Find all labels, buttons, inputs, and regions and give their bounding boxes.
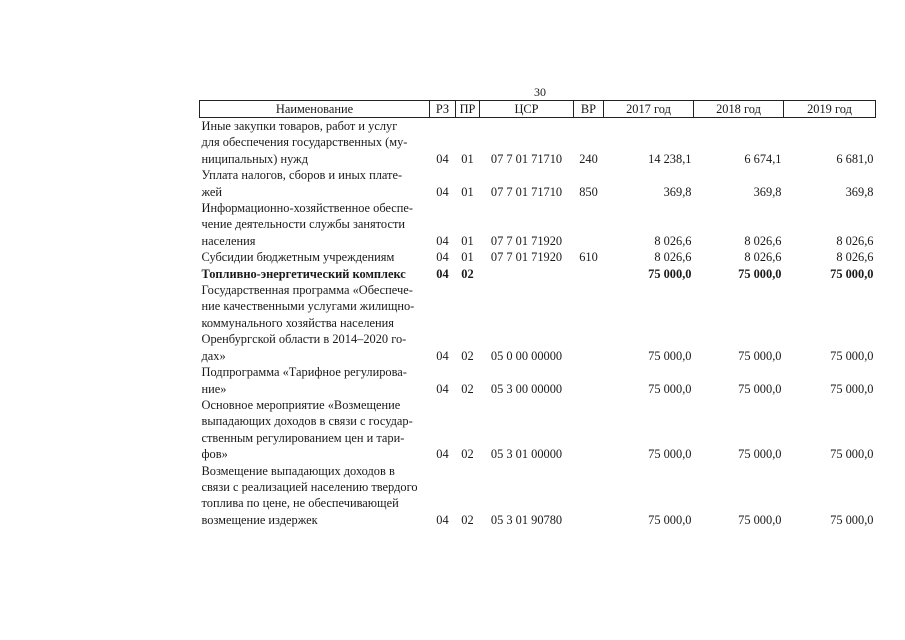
row-vr <box>574 463 604 529</box>
row-pr: 02 <box>461 266 474 281</box>
row-2017: 369,8 <box>663 184 692 199</box>
table-header-row <box>200 101 876 118</box>
row-name-line: ственным регулированием цен и тари- <box>201 430 405 445</box>
row-name <box>200 118 430 168</box>
row-csr: 05 3 01 90780 <box>490 512 563 527</box>
row-rz: 04 <box>436 233 449 248</box>
row-name-line: топлива по цене, не обеспечивающей <box>201 496 399 511</box>
row-vr: 850 <box>579 184 598 199</box>
row-2017: 8 026,6 <box>654 250 692 265</box>
table-row <box>200 364 876 397</box>
header-vr: ВР <box>574 101 604 118</box>
row-name <box>200 167 430 200</box>
row-name <box>200 463 430 529</box>
row-name-line: дах» <box>201 348 226 363</box>
row-pr: 01 <box>461 250 474 265</box>
row-name-line: связи с реализацией населению твердого <box>201 479 418 494</box>
row-pr: 01 <box>461 151 474 166</box>
row-csr: 07 7 01 71710 <box>490 184 563 199</box>
header-csr: ЦСР <box>480 101 574 118</box>
row-vr <box>574 266 604 282</box>
row-rz: 04 <box>436 266 449 281</box>
row-name-line: фов» <box>201 447 228 462</box>
row-pr: 02 <box>461 348 474 363</box>
row-2018: 6 674,1 <box>744 151 782 166</box>
row-name <box>200 397 430 463</box>
row-pr: 02 <box>461 381 474 396</box>
row-2018: 8 026,6 <box>744 233 782 248</box>
row-pr: 01 <box>461 233 474 248</box>
row-2018: 75 000,0 <box>738 348 782 363</box>
row-2018: 75 000,0 <box>738 266 782 281</box>
table-row <box>200 397 876 463</box>
row-name-line: Информационно-хозяйственное обеспе- <box>201 201 414 216</box>
table-row <box>200 266 876 282</box>
row-name-line: Субсидии бюджетным учреждениям <box>201 250 395 265</box>
row-pr: 02 <box>461 512 474 527</box>
row-name-line: Топливно-энергетический комплекс <box>201 266 406 281</box>
row-name-line: ниципальных) нужд <box>201 151 309 166</box>
row-name-line: Государственная программа «Обеспече- <box>201 283 413 298</box>
row-2017: 75 000,0 <box>648 381 692 396</box>
row-2019: 75 000,0 <box>830 447 874 462</box>
row-2018: 8 026,6 <box>744 250 782 265</box>
row-name-line: возмещение издержек <box>201 512 318 527</box>
page-number: 30 <box>534 85 546 99</box>
header-2017: 2017 год <box>604 101 694 118</box>
row-rz: 04 <box>436 184 449 199</box>
row-vr <box>574 200 604 249</box>
row-2019: 6 681,0 <box>836 151 874 166</box>
row-vr <box>574 397 604 463</box>
row-rz: 04 <box>436 151 449 166</box>
row-2018: 75 000,0 <box>738 447 782 462</box>
table-row <box>200 200 876 249</box>
row-2018: 369,8 <box>753 184 782 199</box>
table-row <box>200 463 876 529</box>
row-csr: 07 7 01 71920 <box>490 233 563 248</box>
row-2019: 369,8 <box>845 184 874 199</box>
budget-table <box>199 100 876 528</box>
row-rz: 04 <box>436 447 449 462</box>
header-2018: 2018 год <box>694 101 784 118</box>
row-rz: 04 <box>436 381 449 396</box>
row-name-line: ние качественными услугами жилищно- <box>201 299 415 314</box>
row-2019: 75 000,0 <box>830 266 874 281</box>
header-pr: ПР <box>456 101 480 118</box>
row-name-line: Оренбургской области в 2014–2020 го- <box>201 332 407 347</box>
row-csr: 07 7 01 71710 <box>490 151 563 166</box>
row-name-line: выпадающих доходов в связи с государ- <box>201 414 413 429</box>
row-name-line: ние» <box>201 381 227 396</box>
row-csr: 05 3 00 00000 <box>490 381 563 396</box>
row-vr <box>574 282 604 364</box>
row-name-line: жей <box>201 184 223 199</box>
row-name-line: Подпрограмма «Тарифное регулирова- <box>201 365 407 380</box>
header-name: Наименование <box>200 101 430 118</box>
table-row <box>200 167 876 200</box>
row-2019: 75 000,0 <box>830 348 874 363</box>
row-csr <box>480 266 574 282</box>
row-vr: 610 <box>579 250 598 265</box>
row-name-line: Уплата налогов, сборов и иных плате- <box>201 168 403 183</box>
row-name <box>200 282 430 364</box>
row-2018: 75 000,0 <box>738 381 782 396</box>
row-2017: 14 238,1 <box>648 151 692 166</box>
row-csr: 05 3 01 00000 <box>490 447 563 462</box>
table-row <box>200 118 876 168</box>
row-name-line: населения <box>201 233 256 248</box>
table-row <box>200 282 876 364</box>
row-2017: 75 000,0 <box>648 512 692 527</box>
table-row <box>200 249 876 265</box>
row-2019: 8 026,6 <box>836 233 874 248</box>
row-vr <box>574 364 604 397</box>
row-2017: 8 026,6 <box>654 233 692 248</box>
row-csr: 05 0 00 00000 <box>490 348 563 363</box>
row-name-line: для обеспечения государственных (му- <box>201 135 408 150</box>
row-2017: 75 000,0 <box>648 348 692 363</box>
row-name-line: коммунального хозяйства населения <box>201 315 394 330</box>
row-csr: 07 7 01 71920 <box>490 250 563 265</box>
row-2019: 8 026,6 <box>836 250 874 265</box>
row-name <box>200 249 430 265</box>
row-name <box>200 266 430 282</box>
header-2019: 2019 год <box>784 101 876 118</box>
header-rz: РЗ <box>430 101 456 118</box>
row-name-line: чение деятельности службы занятости <box>201 217 405 232</box>
row-vr: 240 <box>579 151 598 166</box>
row-name <box>200 364 430 397</box>
row-rz: 04 <box>436 250 449 265</box>
row-2019: 75 000,0 <box>830 512 874 527</box>
row-2017: 75 000,0 <box>648 266 692 281</box>
row-name-line: Возмещение выпадающих доходов в <box>201 463 395 478</box>
row-name <box>200 200 430 249</box>
table-body <box>200 118 876 529</box>
row-2019: 75 000,0 <box>830 381 874 396</box>
row-rz: 04 <box>436 348 449 363</box>
row-name-line: Основное мероприятие «Возмещение <box>201 397 401 412</box>
row-name-line: Иные закупки товаров, работ и услуг <box>201 119 398 133</box>
row-2018: 75 000,0 <box>738 512 782 527</box>
row-rz: 04 <box>436 512 449 527</box>
row-pr: 01 <box>461 184 474 199</box>
row-2017: 75 000,0 <box>648 447 692 462</box>
row-pr: 02 <box>461 447 474 462</box>
